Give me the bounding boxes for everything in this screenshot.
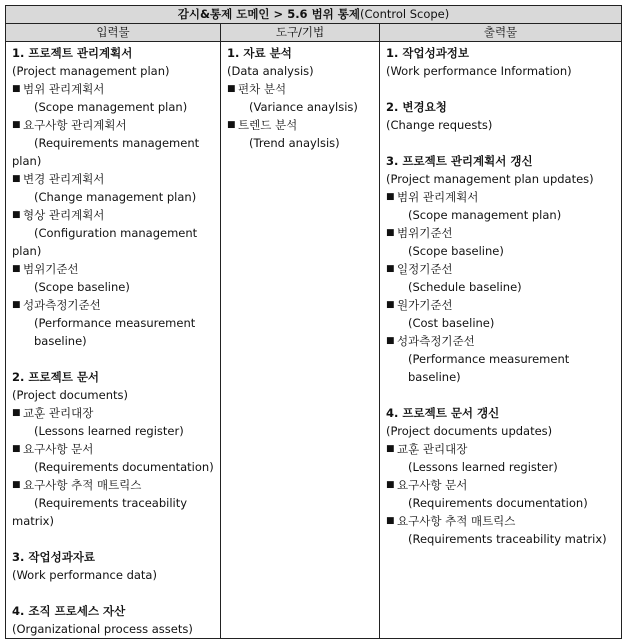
item-english: (Lessons learned register) <box>408 460 558 474</box>
item-english: (Performance measurement <box>408 352 570 366</box>
section <box>386 98 615 134</box>
section <box>12 44 214 350</box>
item-korean: 요구사항 추적 매트릭스 <box>397 514 516 528</box>
bullet-icon: ■ <box>12 300 21 310</box>
bullet-icon: ■ <box>12 120 21 130</box>
table-title-english: (Control Scope) <box>360 7 450 21</box>
item-english-cont: baseline) <box>34 334 87 348</box>
section <box>386 152 615 386</box>
section-title: 3. 프로젝트 관리계획서 갱신 <box>386 154 533 168</box>
item-english: (Variance anaylsis) <box>249 100 358 114</box>
list-item <box>386 512 615 548</box>
section-subtitle: (Project documents) <box>12 388 128 402</box>
list-item <box>386 224 615 260</box>
list-item <box>12 206 214 260</box>
item-english-wrap: plan) <box>12 244 42 258</box>
item-korean: 요구사항 문서 <box>397 478 468 492</box>
item-korean: 요구사항 추적 매트릭스 <box>23 478 142 492</box>
section <box>12 548 214 584</box>
section <box>12 602 214 638</box>
list-item <box>12 404 214 440</box>
list-item <box>386 476 615 512</box>
section-subtitle: (Work performance Information) <box>386 64 572 78</box>
item-english: (Cost baseline) <box>408 316 495 330</box>
bullet-icon: ■ <box>386 336 395 346</box>
item-english: (Requirements documentation) <box>408 496 588 510</box>
item-english: (Requirements traceability matrix) <box>408 532 607 546</box>
section <box>227 44 373 152</box>
item-english: (Lessons learned register) <box>34 424 184 438</box>
section-subtitle: (Change requests) <box>386 118 493 132</box>
item-korean: 범위 관리계획서 <box>23 82 105 96</box>
section <box>386 44 615 80</box>
item-korean: 범위기준선 <box>397 226 453 240</box>
list-item <box>12 296 214 350</box>
bullet-icon: ■ <box>12 174 21 184</box>
item-korean: 변경 관리계획서 <box>23 172 105 186</box>
list-item <box>12 260 214 296</box>
section-title: 4. 프로젝트 문서 갱신 <box>386 406 500 420</box>
header-outputs: 출력물 <box>380 24 622 42</box>
item-english-cont: baseline) <box>408 370 461 384</box>
header-tools: 도구/기법 <box>221 24 380 42</box>
section-title: 2. 변경요청 <box>386 100 447 114</box>
section-subtitle: (Organizational process assets) <box>12 622 193 636</box>
header-inputs: 입력물 <box>6 24 221 42</box>
item-english: (Performance measurement <box>34 316 196 330</box>
section-subtitle: (Work performance data) <box>12 568 157 582</box>
section-spacer <box>386 80 615 98</box>
section-subtitle: (Project management plan) <box>12 64 170 78</box>
item-english: (Requirements management <box>34 136 200 150</box>
table-title <box>6 6 622 24</box>
item-korean: 편차 분석 <box>238 82 287 96</box>
item-english: (Scope baseline) <box>408 244 504 258</box>
section <box>12 368 214 530</box>
list-item <box>12 116 214 170</box>
item-english: (Scope baseline) <box>34 280 130 294</box>
item-korean: 원가기준선 <box>397 298 453 312</box>
list-item <box>12 170 214 206</box>
control-scope-table <box>5 5 622 639</box>
bullet-icon: ■ <box>12 480 21 490</box>
list-item <box>227 116 373 152</box>
bullet-icon: ■ <box>386 228 395 238</box>
bullet-icon: ■ <box>386 444 395 454</box>
item-korean: 교훈 관리대장 <box>397 442 468 456</box>
bullet-icon: ■ <box>386 192 395 202</box>
section-subtitle: (Project management plan updates) <box>386 172 594 186</box>
list-item <box>12 476 214 530</box>
list-item <box>386 296 615 332</box>
item-korean: 트렌드 분석 <box>238 118 298 132</box>
section-spacer <box>12 350 214 368</box>
bullet-icon: ■ <box>386 300 395 310</box>
list-item <box>12 440 214 476</box>
item-korean: 범위 관리계획서 <box>397 190 479 204</box>
section-title: 4. 조직 프로세스 자산 <box>12 604 126 618</box>
item-english-wrap: matrix) <box>12 514 54 528</box>
section-title: 1. 자료 분석 <box>227 46 292 60</box>
item-english: (Requirements traceability <box>34 496 188 510</box>
section-title: 1. 프로젝트 관리계획서 <box>12 46 133 60</box>
section-title: 3. 작업성과자료 <box>12 550 96 564</box>
list-item <box>386 332 615 386</box>
item-korean: 요구사항 관리계획서 <box>23 118 127 132</box>
bullet-icon: ■ <box>12 444 21 454</box>
item-english: (Trend anaylsis) <box>249 136 340 150</box>
list-item <box>386 188 615 224</box>
list-item <box>386 440 615 476</box>
bullet-icon: ■ <box>386 264 395 274</box>
item-korean: 형상 관리계획서 <box>23 208 105 222</box>
item-english: (Schedule baseline) <box>408 280 522 294</box>
bullet-icon: ■ <box>386 516 395 526</box>
bullet-icon: ■ <box>12 264 21 274</box>
bullet-icon: ■ <box>227 120 236 130</box>
section-subtitle: (Data analysis) <box>227 64 314 78</box>
tools-column <box>221 42 380 639</box>
section-title: 2. 프로젝트 문서 <box>12 370 100 384</box>
section <box>386 404 615 548</box>
bullet-icon: ■ <box>12 84 21 94</box>
item-korean: 요구사항 문서 <box>23 442 94 456</box>
bullet-icon: ■ <box>12 408 21 418</box>
item-english: (Requirements documentation) <box>34 460 214 474</box>
control-scope-table-wrapper <box>5 5 621 639</box>
item-english: (Scope management plan) <box>408 208 562 222</box>
inputs-column <box>6 42 221 639</box>
table-title-bold: 감시&통제 도메인 > 5.6 범위 통제 <box>177 7 361 21</box>
item-korean: 성과측정기준선 <box>23 298 101 312</box>
item-korean: 성과측정기준선 <box>397 334 475 348</box>
section-spacer <box>12 584 214 602</box>
list-item <box>386 260 615 296</box>
section-subtitle: (Project documents updates) <box>386 424 553 438</box>
list-item <box>12 80 214 116</box>
item-english: (Scope management plan) <box>34 100 188 114</box>
outputs-column <box>380 42 622 639</box>
section-spacer <box>12 530 214 548</box>
bullet-icon: ■ <box>227 84 236 94</box>
item-korean: 교훈 관리대장 <box>23 406 94 420</box>
bullet-icon: ■ <box>12 210 21 220</box>
list-item <box>227 80 373 116</box>
section-spacer <box>386 386 615 404</box>
item-korean: 범위기준선 <box>23 262 79 276</box>
item-english: (Change management plan) <box>34 190 197 204</box>
item-korean: 일정기준선 <box>397 262 453 276</box>
section-title: 1. 작업성과정보 <box>386 46 470 60</box>
item-english: (Configuration management <box>34 226 198 240</box>
section-spacer <box>386 134 615 152</box>
bullet-icon: ■ <box>386 480 395 490</box>
item-english-wrap: plan) <box>12 154 42 168</box>
